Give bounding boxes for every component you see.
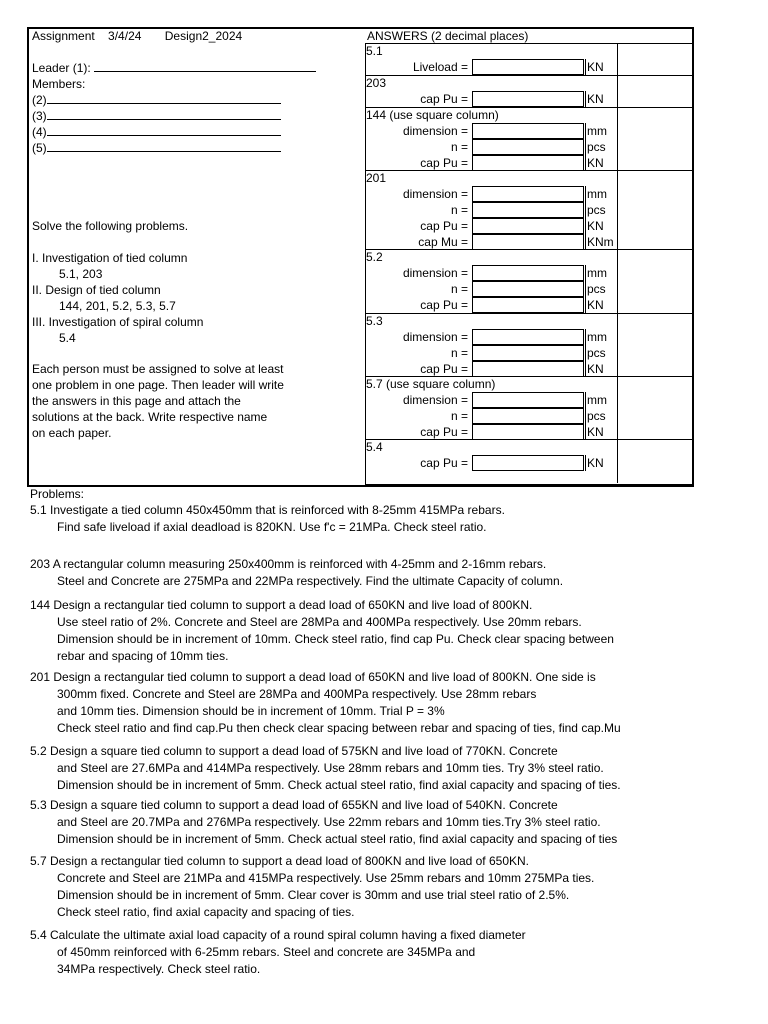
answer-input-box[interactable]: [472, 424, 584, 440]
answer-input-box[interactable]: [472, 329, 584, 345]
answer-row-label: cap Pu =: [420, 156, 468, 170]
answer-group: [365, 376, 692, 439]
problem-item: [30, 556, 563, 590]
unit-divider: [585, 234, 586, 250]
answer-group-label: 203: [366, 76, 387, 90]
answer-group-label: 5.4: [366, 440, 383, 454]
course-code: Design2_2024: [164, 29, 243, 43]
answer-row-label: dimension =: [402, 393, 468, 407]
answer-input-box[interactable]: [472, 123, 584, 139]
unit-divider: [585, 59, 586, 75]
problem-continuation: 34MPa respectively. Check steel ratio.: [57, 962, 261, 976]
answer-input-box[interactable]: [472, 297, 584, 313]
problem-continuation: Concrete and Steel are 21MPa and 415MPa respectively. Use 25mm rebars and 10mm 275MPa ties.: [57, 871, 595, 885]
member-name-blank[interactable]: [47, 125, 281, 136]
answer-group-label: 144 (use square column): [366, 108, 499, 122]
member-line-2: [32, 93, 281, 109]
answer-input-box[interactable]: [472, 139, 584, 155]
answer-unit: mm: [587, 393, 607, 407]
answer-row: [365, 361, 692, 377]
answers-panel: [365, 29, 692, 485]
note-line: the answers in this page and attach the: [32, 394, 241, 408]
answer-unit: KN: [587, 298, 604, 312]
answer-unit: KN: [587, 156, 604, 170]
answer-unit: mm: [587, 124, 607, 138]
problem-continuation: Find safe liveload if axial deadload is 820KN. Use f'c = 21MPa. Check steel ratio.: [57, 520, 487, 534]
member-name-blank[interactable]: [47, 141, 281, 152]
problem-item: [30, 797, 617, 848]
assignment-sheet: [27, 27, 694, 487]
unit-divider: [585, 361, 586, 377]
answer-row: [365, 455, 692, 471]
answer-row: [365, 297, 692, 313]
problem-continuation: and Steel are 20.7MPa and 276MPa respectively. Use 22mm rebars and 10mm ties.Try 3% steel ratio.: [57, 815, 601, 829]
problem-item: [30, 927, 526, 978]
answer-input-box[interactable]: [472, 218, 584, 234]
unit-divider: [585, 408, 586, 424]
answer-unit: KNm: [587, 235, 614, 249]
answer-unit: KN: [587, 456, 604, 470]
answer-row-label: dimension =: [402, 330, 468, 344]
problem-continuation: Dimension should be in increment of 10mm. Check steel ratio, find cap Pu. Check clear spacing between: [57, 632, 614, 646]
unit-divider: [585, 202, 586, 218]
answer-row-label: n =: [450, 282, 468, 296]
member-line-5: [32, 141, 281, 157]
answer-row-label: cap Pu =: [420, 298, 468, 312]
unit-divider: [585, 265, 586, 281]
answer-unit: KN: [587, 219, 604, 233]
problem-continuation: 300mm fixed. Concrete and Steel are 28MPa and 400MPa respectively. Use 28mm rebars: [57, 687, 537, 701]
answer-unit: KN: [587, 92, 604, 106]
answer-unit: mm: [587, 266, 607, 280]
answer-input-box[interactable]: [472, 408, 584, 424]
answer-row: [365, 123, 692, 139]
answer-row-label: n =: [450, 140, 468, 154]
answer-row: [365, 408, 692, 424]
answer-row: [365, 265, 692, 281]
answer-input-box[interactable]: [472, 155, 584, 171]
answer-row: [365, 139, 692, 155]
answer-row: [365, 424, 692, 440]
problem-item: [30, 597, 614, 665]
member-line-4: [32, 125, 281, 141]
assignment-header-line: [32, 29, 242, 45]
leader-name-blank[interactable]: [94, 61, 316, 72]
note-line: solutions at the back. Write respective name: [32, 410, 268, 424]
answer-group: [365, 313, 692, 376]
unit-divider: [585, 329, 586, 345]
answer-unit: pcs: [587, 203, 606, 217]
members-label: Members:: [32, 77, 86, 91]
answer-unit: mm: [587, 187, 607, 201]
problem-statement: 201 Design a rectangular tied column to support a dead load of 650KN and live load of 800KN. One side is: [30, 670, 596, 684]
answer-row: [365, 234, 692, 250]
unit-divider: [585, 123, 586, 139]
section-title: II. Design of tied column: [32, 283, 161, 297]
instructions-intro: Solve the following problems.: [32, 219, 189, 233]
answer-input-box[interactable]: [472, 202, 584, 218]
problem-item: [30, 502, 505, 536]
answer-row-label: n =: [450, 203, 468, 217]
note-line: Each person must be assigned to solve at least: [32, 362, 284, 376]
member-slot-label: (5): [32, 141, 47, 155]
problem-statement: 5.3 Design a square tied column to support a dead load of 655KN and live load of 540KN. Concrete: [30, 798, 558, 812]
unit-divider: [585, 345, 586, 361]
problems-heading: Problems:: [30, 487, 85, 501]
problem-continuation: Dimension should be in increment of 5mm. Clear cover is 30mm and use trial steel ratio of 2.5%.: [57, 888, 570, 902]
problem-item: [30, 743, 621, 794]
answer-row: [365, 329, 692, 345]
section-items: 5.4: [59, 331, 76, 345]
answer-group-label: 5.1: [366, 44, 383, 58]
answer-row-label: n =: [450, 409, 468, 423]
answer-row: [365, 392, 692, 408]
unit-divider: [585, 186, 586, 202]
answer-row-label: cap Pu =: [420, 92, 468, 106]
answer-row: [365, 59, 692, 75]
leader-line: [32, 61, 316, 77]
answer-row-label: dimension =: [402, 266, 468, 280]
answer-unit: KN: [587, 362, 604, 376]
note-line: on each paper.: [32, 426, 112, 440]
member-name-blank[interactable]: [47, 109, 281, 120]
assignment-info-panel: [29, 29, 365, 485]
answer-row-label: cap Pu =: [420, 456, 468, 470]
problem-statement: 5.1 Investigate a tied column 450x450mm that is reinforced with 8-25mm 415MPa rebars.: [30, 503, 505, 517]
leader-label: Leader (1):: [32, 61, 91, 75]
unit-divider: [585, 155, 586, 171]
assignment-label: Assignment: [32, 29, 95, 43]
answers-title: ANSWERS (2 decimal places): [367, 29, 529, 43]
problem-statement: 144 Design a rectangular tied column to support a dead load of 650KN and live load of 800KN.: [30, 598, 533, 612]
unit-divider: [585, 139, 586, 155]
unit-divider: [585, 218, 586, 234]
unit-divider: [585, 297, 586, 313]
answer-input-box[interactable]: [472, 59, 584, 75]
unit-divider: [585, 281, 586, 297]
answer-group-label: 5.3: [366, 314, 383, 328]
answer-input-box[interactable]: [472, 345, 584, 361]
answer-input-box[interactable]: [472, 455, 584, 471]
unit-divider: [585, 392, 586, 408]
answer-row-label: cap Mu =: [418, 235, 468, 249]
answer-group-label: 5.2: [366, 250, 383, 264]
answer-group: [365, 170, 692, 249]
answer-group: [365, 75, 692, 107]
answer-unit: pcs: [587, 346, 606, 360]
member-slot-label: (2): [32, 93, 47, 107]
unit-divider: [585, 91, 586, 107]
problem-continuation: Check steel ratio and find cap.Pu then check clear spacing between rebar and spacing of ties, find cap.Mu: [57, 721, 621, 735]
note-line: one problem in one page. Then leader will write: [32, 378, 284, 392]
answer-group: [365, 107, 692, 170]
answer-input-box[interactable]: [472, 361, 584, 377]
answer-group: [365, 439, 692, 483]
answer-group-label: 5.7 (use square column): [366, 377, 496, 391]
problem-item: [30, 853, 594, 921]
answer-unit: pcs: [587, 282, 606, 296]
member-line-3: [32, 109, 281, 125]
answer-row-label: n =: [450, 346, 468, 360]
answer-input-box[interactable]: [472, 234, 584, 250]
problem-item: [30, 669, 621, 737]
answer-unit: mm: [587, 330, 607, 344]
problem-continuation: Check steel ratio, find axial capacity and spacing of ties.: [57, 905, 355, 919]
problem-continuation: Steel and Concrete are 275MPa and 22MPa respectively. Find the ultimate Capacity of column.: [57, 574, 564, 588]
answer-row-label: cap Pu =: [420, 362, 468, 376]
answer-unit: KN: [587, 425, 604, 439]
answer-unit: KN: [587, 60, 604, 74]
answer-row: [365, 281, 692, 297]
answer-input-box[interactable]: [472, 265, 584, 281]
answer-row-label: cap Pu =: [420, 425, 468, 439]
problem-statement: 5.4 Calculate the ultimate axial load capacity of a round spiral column having a fixed diameter: [30, 928, 526, 942]
problem-continuation: Dimension should be in increment of 5mm. Check actual steel ratio, find axial capacity and spacing of ties.: [57, 778, 621, 792]
answer-unit: pcs: [587, 140, 606, 154]
answer-input-box[interactable]: [472, 186, 584, 202]
answer-group-label: 201: [366, 171, 387, 185]
section-items: 144, 201, 5.2, 5.3, 5.7: [59, 299, 176, 313]
assignment-date: 3/4/24: [108, 29, 142, 43]
problem-continuation: of 450mm reinforced with 6-25mm rebars. Steel and concrete are 345MPa and: [57, 945, 476, 959]
answer-row-label: Liveload =: [412, 60, 468, 74]
answer-row: [365, 218, 692, 234]
problem-continuation: rebar and spacing of 10mm ties.: [57, 649, 229, 663]
section-items: 5.1, 203: [59, 267, 103, 281]
answers-bottom-line: [365, 484, 692, 485]
answer-row: [365, 202, 692, 218]
problem-continuation: Use steel ratio of 2%. Concrete and Steel are 28MPa and 400MPa respectively. Use 20mm rebars.: [57, 615, 582, 629]
problem-continuation: and Steel are 27.6MPa and 414MPa respectively. Use 28mm rebars and 10mm ties. Try 3% steel ratio.: [57, 761, 604, 775]
unit-divider: [585, 424, 586, 440]
problem-continuation: and 10mm ties. Dimension should be in increment of 10mm. Trial P = 3%: [57, 704, 445, 718]
answer-row: [365, 155, 692, 171]
problem-statement: 5.7 Design a rectangular tied column to support a dead load of 800KN and live load of 650KN.: [30, 854, 529, 868]
answer-row: [365, 186, 692, 202]
answer-row: [365, 345, 692, 361]
answer-group: [365, 249, 692, 313]
member-name-blank[interactable]: [47, 93, 281, 104]
answer-row: [365, 91, 692, 107]
answer-row-label: cap Pu =: [420, 219, 468, 233]
answer-group: [365, 43, 692, 75]
problem-statement: 5.2 Design a square tied column to support a dead load of 575KN and live load of 770KN. Concrete: [30, 744, 558, 758]
answer-row-label: dimension =: [402, 124, 468, 138]
section-title: I. Investigation of tied column: [32, 251, 188, 265]
problem-continuation: Dimension should be in increment of 5mm. Check actual steel ratio, find axial capacity and spacing of ties: [57, 832, 618, 846]
answer-unit: pcs: [587, 409, 606, 423]
member-slot-label: (3): [32, 109, 47, 123]
section-title: III. Investigation of spiral column: [32, 315, 204, 329]
problem-statement: 203 A rectangular column measuring 250x400mm is reinforced with 4-25mm and 2-16mm rebars.: [30, 557, 547, 571]
unit-divider: [585, 455, 586, 471]
answer-input-box[interactable]: [472, 392, 584, 408]
answer-row-label: dimension =: [402, 187, 468, 201]
member-slot-label: (4): [32, 125, 47, 139]
answer-input-box[interactable]: [472, 91, 584, 107]
answer-input-box[interactable]: [472, 281, 584, 297]
